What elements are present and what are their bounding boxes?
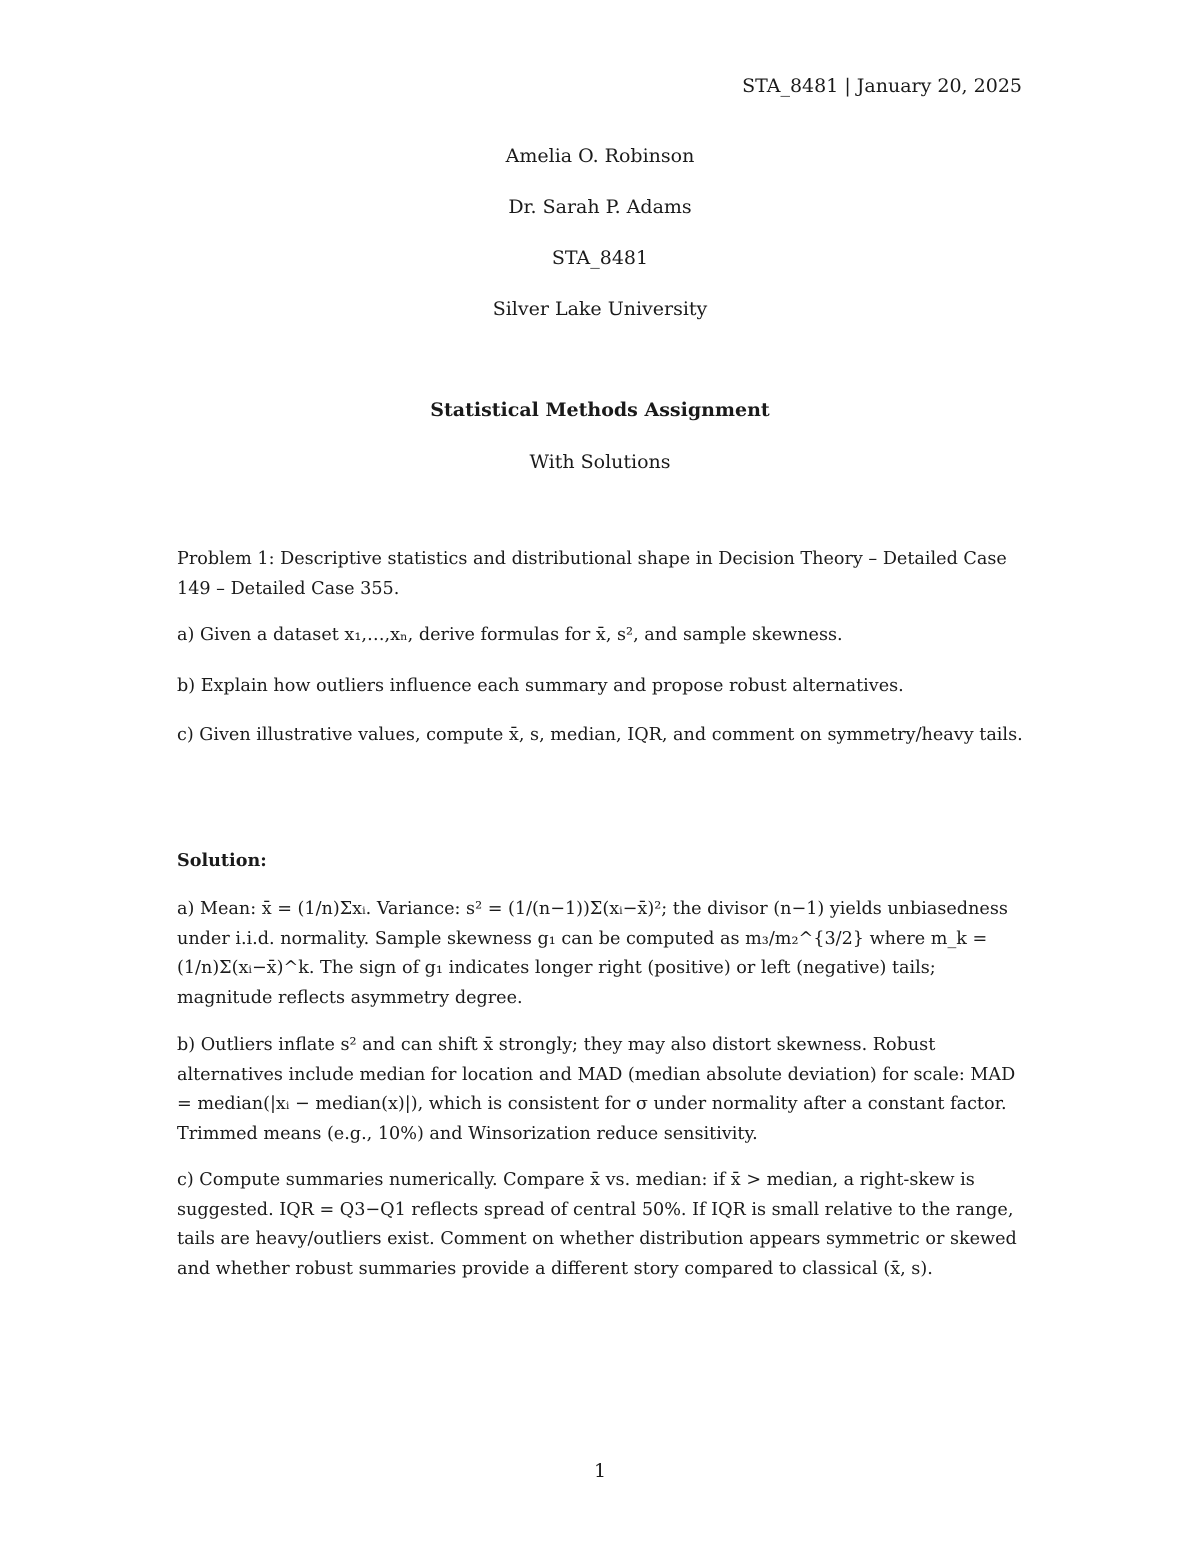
document-title: Statistical Methods Assignment xyxy=(430,399,770,421)
problem-statement xyxy=(177,545,1027,604)
header-course-date: STA_8481 | January 20, 2025 xyxy=(742,75,1022,97)
solution-part-b xyxy=(177,1031,1027,1149)
problem-text: Problem 1: Descriptive statistics and distributional shape in Decision Theory – Detailed Case 149 – Detailed Case 355. xyxy=(177,549,1007,599)
student-name: Amelia O. Robinson xyxy=(505,145,695,167)
solution-part-c xyxy=(177,1166,1027,1284)
title-block xyxy=(0,140,1200,344)
problem-part-c xyxy=(177,721,1027,751)
university-name: Silver Lake University xyxy=(492,298,708,320)
problem-part-a-text: a) Given a dataset x₁,…,xₙ, derive formulas for x̄, s², and sample skewness. xyxy=(177,625,843,645)
document-subtitle: With Solutions xyxy=(529,451,671,473)
solution-part-a xyxy=(177,895,1027,1013)
problem-part-a xyxy=(177,621,1027,651)
solution-part-c-text: c) Compute summaries numerically. Compare x̄ vs. median: if x̄ > median, a right-skew is suggested. IQR = Q3−Q1 reflects spread of central 50%. If IQR is small relative to the range, tails are heavy/outliers exist. Comment on whether distribution appears symmetric or skewed and whether robust summaries provide a different story compared to classical (x̄, s). xyxy=(177,1170,1017,1279)
instructor-name: Dr. Sarah P. Adams xyxy=(508,196,692,218)
course-code: STA_8481 xyxy=(551,247,649,269)
solution-part-b-text: b) Outliers inflate s² and can shift x̄ strongly; they may also distort skewness. Robust alternatives include median for location and MAD (median absolute deviation) for scale: MAD = median(|xᵢ − median(x)|), which is consistent for σ under normality after a constant factor. Trimmed means (e.g., 10%) and Winsorization reduce sensitivity. xyxy=(177,1035,1016,1144)
solution-heading: Solution: xyxy=(177,850,267,871)
problem-part-b-text: b) Explain how outliers influence each summary and propose robust alternatives. xyxy=(177,676,904,696)
solution-part-a-text: a) Mean: x̄ = (1/n)Σxᵢ. Variance: s² = (1/(n−1))Σ(xᵢ−x̄)²; the divisor (n−1) yields unbiasedness under i.i.d. normality. Sample skewness g₁ can be computed as m₃/m₂^{3/2} where m_k = (1/n)Σ(xᵢ−x̄)^k. The sign of g₁ indicates longer right (positive) or left (negative) tails; magnitude reflects asymmetry degree. xyxy=(177,899,1008,1008)
problem-part-c-text: c) Given illustrative values, compute x̄, s, median, IQR, and comment on symmetry/heavy tails. xyxy=(177,725,1023,745)
problem-part-b xyxy=(177,672,1027,702)
page-number: 1 xyxy=(593,1460,607,1482)
